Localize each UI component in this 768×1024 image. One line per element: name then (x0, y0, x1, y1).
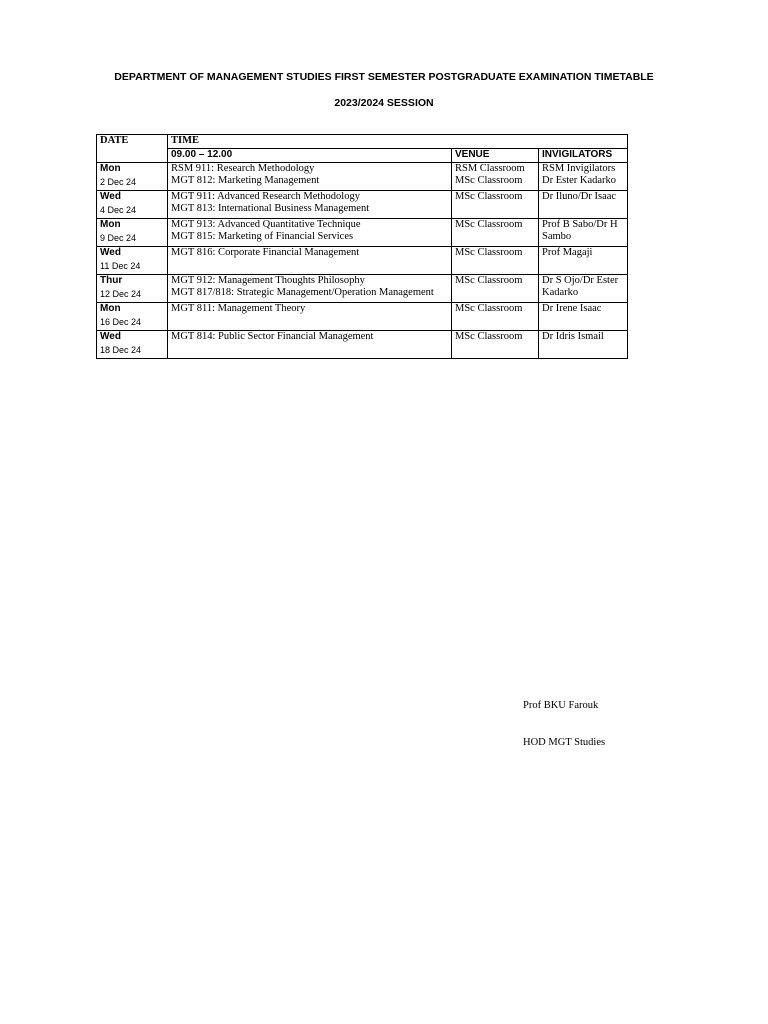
row-date: 16 Dec 24 (100, 317, 142, 327)
invigilator-cell (539, 247, 628, 275)
venue-line: MSc Classroom (455, 331, 523, 342)
row-day: Wed (100, 331, 121, 342)
course-cell (168, 331, 452, 359)
venue-line: MSc Classroom (455, 191, 523, 202)
course-line: MGT 811: Management Theory (171, 303, 306, 314)
venue-cell (452, 275, 539, 303)
row-day: Mon (100, 303, 121, 314)
invigilator-cell (539, 163, 628, 191)
header-invigilators: INVIGILATORS (542, 149, 613, 160)
date-cell (97, 331, 168, 359)
date-cell (97, 191, 168, 219)
invigilator-line: Prof Magaji (542, 247, 593, 258)
venue-cell (452, 247, 539, 275)
row-day: Mon (100, 219, 121, 230)
document-session: 2023/2024 SESSION (334, 97, 434, 109)
row-day: Wed (100, 247, 121, 258)
row-date: 2 Dec 24 (100, 177, 137, 187)
course-cell (168, 163, 452, 191)
table-row (97, 191, 628, 219)
invigilator-cell (539, 191, 628, 219)
course-cell (168, 219, 452, 247)
venue-line: RSM Classroom (455, 163, 525, 174)
course-line: MGT 817/818: Strategic Management/Operation Management (171, 287, 434, 298)
course-line: MGT 815: Marketing of Financial Services (171, 231, 354, 242)
venue-line: MSc Classroom (455, 275, 523, 286)
date-cell (97, 163, 168, 191)
row-date: 18 Dec 24 (100, 345, 142, 355)
date-cell (97, 247, 168, 275)
invigilator-cell (539, 219, 628, 247)
invigilator-line: Dr Ester Kadarko (542, 175, 617, 186)
venue-line: MSc Classroom (455, 303, 523, 314)
header-venue-cell (452, 149, 539, 163)
course-line: MGT 812: Marketing Management (171, 175, 320, 186)
row-date: 12 Dec 24 (100, 289, 142, 299)
invigilator-line: Kadarko (542, 287, 579, 298)
signatory-name: Prof BKU Farouk (523, 700, 599, 711)
row-day: Mon (100, 163, 121, 174)
table-row (97, 275, 628, 303)
header-invigilators-cell (539, 149, 628, 163)
header-time: TIME (171, 135, 200, 146)
course-cell (168, 191, 452, 219)
venue-cell (452, 191, 539, 219)
header-time-cell (168, 135, 628, 149)
row-date: 9 Dec 24 (100, 233, 137, 243)
document-title: DEPARTMENT OF MANAGEMENT STUDIES FIRST SEMESTER POSTGRADUATE EXAMINATION TIMETABLE (114, 71, 654, 83)
date-cell (97, 219, 168, 247)
table-subheader-row (97, 149, 628, 163)
invigilator-cell (539, 331, 628, 359)
row-date: 4 Dec 24 (100, 205, 137, 215)
course-line: MGT 913: Advanced Quantitative Technique (171, 219, 361, 230)
course-cell (168, 247, 452, 275)
invigilator-line: Sambo (542, 231, 572, 242)
invigilator-line: Dr S Ojo/Dr Ester (542, 275, 619, 286)
venue-line: MSc Classroom (455, 247, 523, 258)
venue-cell (452, 331, 539, 359)
course-cell (168, 303, 452, 331)
invigilator-line: Dr Iluno/Dr Isaac (542, 191, 617, 202)
header-date-cell (97, 135, 168, 163)
course-line: RSM 911: Research Methodology (171, 163, 315, 174)
course-line: MGT 912: Management Thoughts Philosophy (171, 275, 365, 286)
date-cell (97, 275, 168, 303)
course-line: MGT 813: International Business Management (171, 203, 370, 214)
course-line: MGT 816: Corporate Financial Management (171, 247, 360, 258)
header-date: DATE (100, 135, 129, 146)
course-cell (168, 275, 452, 303)
row-day: Thur (100, 275, 123, 286)
venue-cell (452, 219, 539, 247)
signatory-role: HOD MGT Studies (523, 737, 606, 748)
table-row (97, 331, 628, 359)
venue-line: MSc Classroom (455, 175, 523, 186)
table-row (97, 303, 628, 331)
exam-timetable (96, 134, 628, 359)
invigilator-cell (539, 275, 628, 303)
invigilator-line: Prof B Sabo/Dr H (542, 219, 618, 230)
row-day: Wed (100, 191, 121, 202)
table-row (97, 247, 628, 275)
course-line: MGT 911: Advanced Research Methodology (171, 191, 360, 202)
date-cell (97, 303, 168, 331)
venue-cell (452, 163, 539, 191)
invigilator-cell (539, 303, 628, 331)
table-row (97, 163, 628, 191)
header-time-slot: 09.00 – 12.00 (171, 149, 233, 160)
invigilator-line: Dr Idris Ismail (542, 331, 604, 342)
table-row (97, 219, 628, 247)
row-date: 11 Dec 24 (100, 261, 141, 271)
invigilator-line: Dr Irene Isaac (542, 303, 602, 314)
course-line: MGT 814: Public Sector Financial Management (171, 331, 374, 342)
venue-cell (452, 303, 539, 331)
header-time-slot-cell (168, 149, 452, 163)
header-venue: VENUE (455, 149, 490, 160)
table-header-row (97, 135, 628, 149)
venue-line: MSc Classroom (455, 219, 523, 230)
invigilator-line: RSM Invigilators (542, 163, 616, 174)
